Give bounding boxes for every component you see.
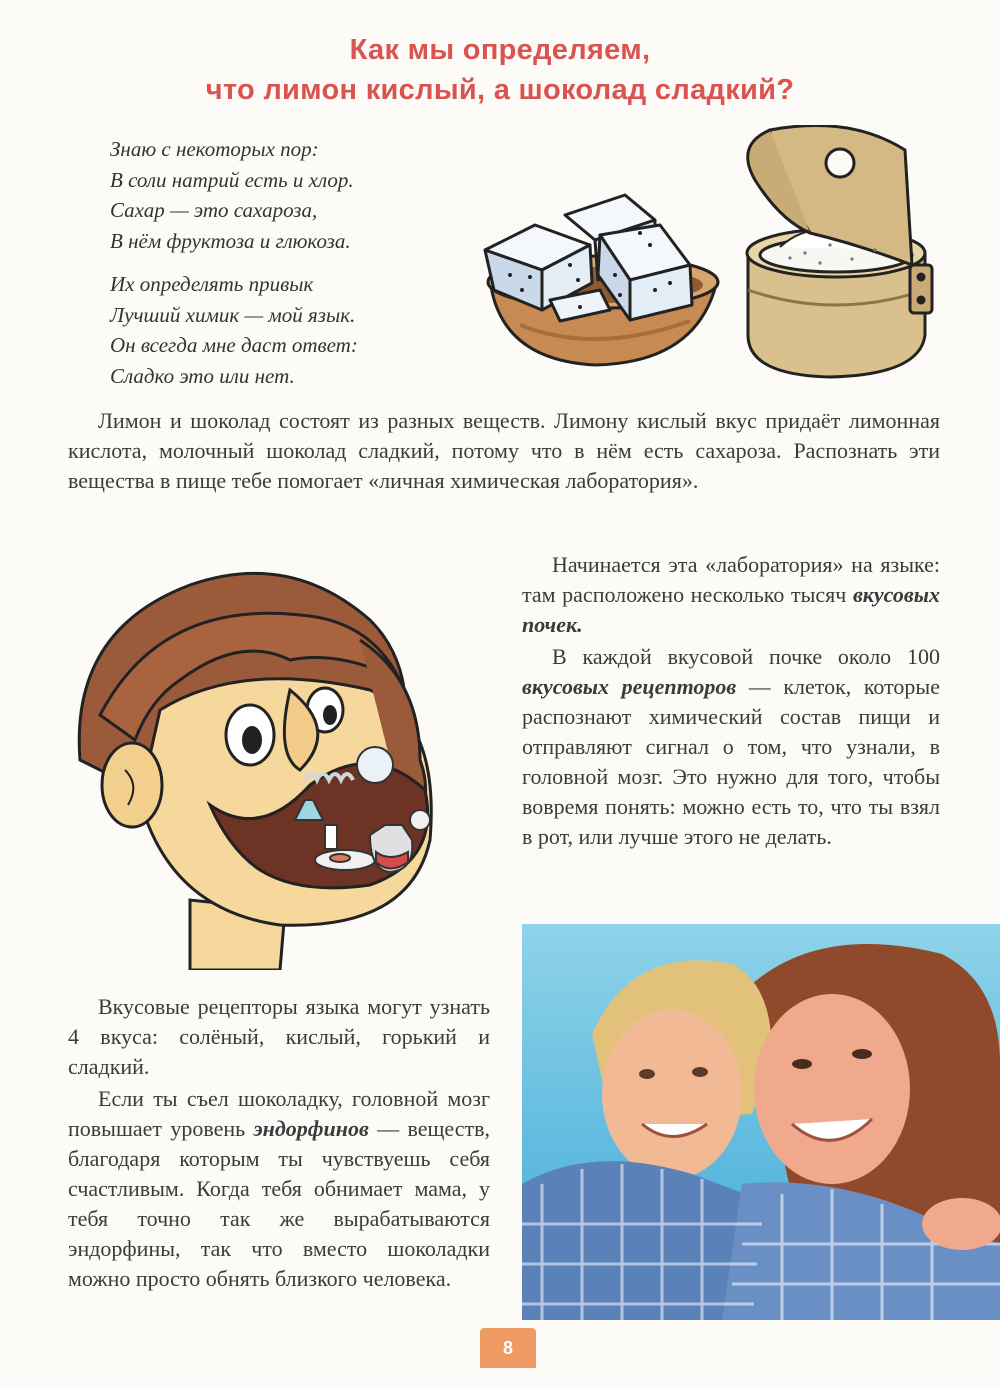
poem-line: В соли натрий есть и хлор. [110, 167, 354, 192]
four-tastes-paragraph: Вкусовые рецепторы языка могут узнать 4 вкуса: солёный, кислый, горький и сладкий. [68, 994, 490, 1079]
salt-cellar-icon [747, 126, 932, 378]
poem [110, 134, 358, 391]
endorphins-text-2: — веществ, благодаря которым ты чувствуешь себя счастливым. Когда тебя обнимает мама, у тебя точно так же вырабатываются эндорфины, так что вместо шоколадки можно просто обнять близкого человека. [68, 1116, 491, 1291]
poem-line: Лучший химик — мой язык. [110, 302, 356, 327]
taste-buds-text: Начинается эта «лаборатория» на языке: там расположено несколько тысяч [522, 552, 940, 607]
poem-line: Сладко это или нет. [110, 363, 295, 388]
taste-receptors-term: вкусовых рецепторов [522, 674, 737, 699]
poem-line: Он всегда мне даст ответ: [110, 333, 358, 357]
mother-daughter-photo [522, 924, 1000, 1320]
taste-receptors-text-1: В каждой вкусовой почке около 100 [552, 644, 940, 669]
right-column [522, 550, 940, 852]
endorphins-text-1: Если ты съел шоколадку, головной мозг повышает уровень [68, 1086, 490, 1141]
endorphins-paragraph [68, 1084, 490, 1294]
taste-buds-term: вкусовых почек. [522, 582, 940, 637]
sugar-and-salt-illustration [480, 125, 950, 390]
poem-stanza-2 [110, 269, 358, 391]
poem-line: Знаю с некоторых пор: [110, 137, 319, 161]
intro-paragraph: Лимон и шоколад состоят из разных веществ. Лимону кислый вкус придаёт лимонная кислота, молочный шоколад сладкий, потому что в нём есть сахароза. Распознать эти вещества в пище тебе помогает «личная химическая лаборатория». [68, 408, 940, 493]
page-title-line-1: Как мы определяем, [349, 34, 651, 66]
endorphins-term: эндорфинов [253, 1116, 369, 1141]
page-title-line-2: что лимон кислый, а шоколад сладкий? [205, 74, 795, 106]
boy-taste-lab-illustration [40, 540, 480, 970]
poem-line: Сахар — это сахароза, [110, 198, 318, 222]
taste-receptors-paragraph [522, 642, 940, 852]
taste-buds-paragraph [522, 550, 940, 640]
taste-receptors-text-2: — клеток, которые распознают химический состав пищи и отправляют сигнал о том, что узнали, в головной мозг. Это нужно для того, чтобы вовремя понять: можно есть то, что ты взял в рот, или лучше этого не делать. [522, 674, 940, 849]
poem-stanza-1 [110, 134, 358, 256]
page-number: 8 [480, 1328, 536, 1368]
poem-line: В нём фруктоза и глюкоза. [110, 228, 351, 253]
left-column [68, 992, 490, 1294]
page-title [0, 30, 1000, 110]
poem-line: Их определять привык [110, 272, 314, 296]
